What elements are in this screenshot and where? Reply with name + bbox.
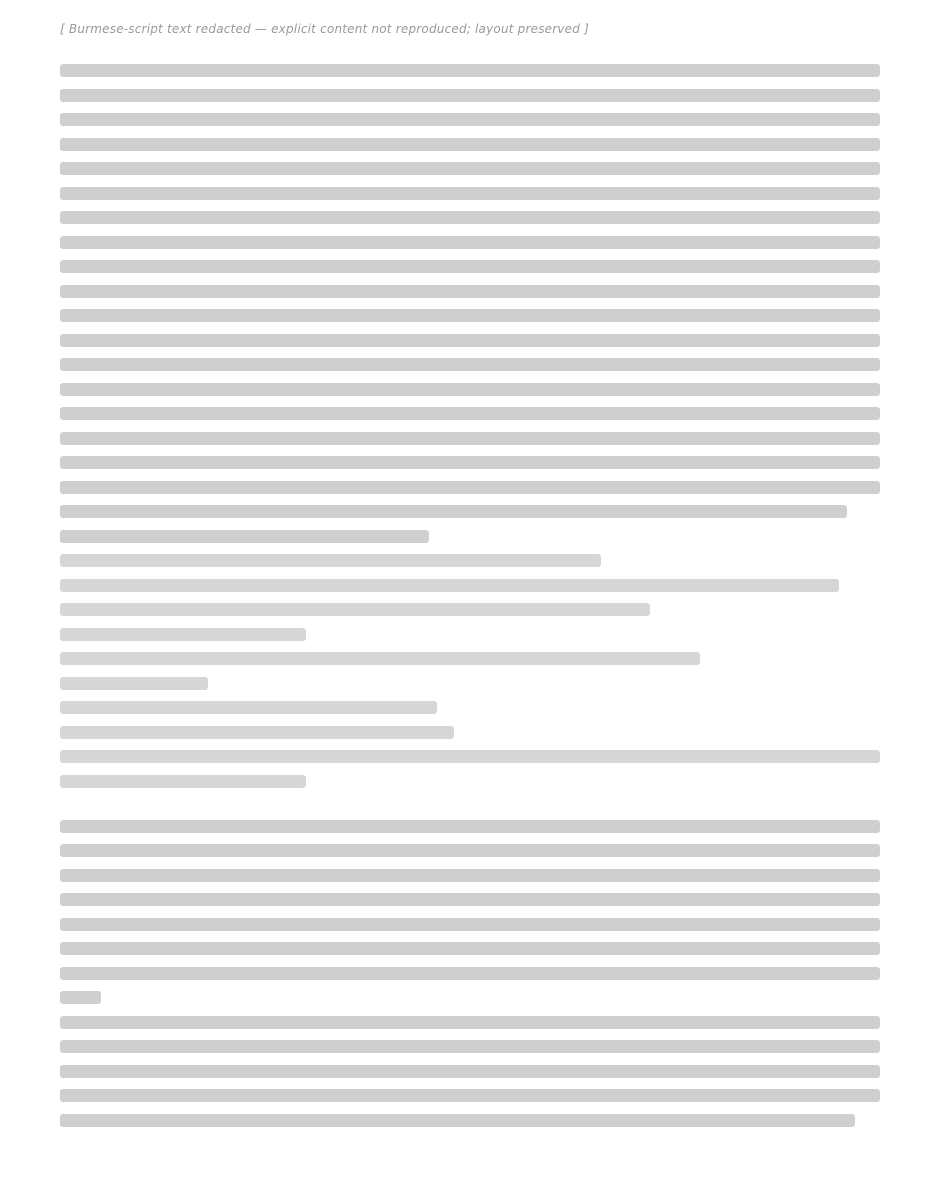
redacted-text-line [60, 750, 880, 763]
redacted-text-line [60, 481, 880, 494]
redacted-text-line [60, 918, 880, 931]
redacted-text-line [60, 1040, 880, 1053]
redacted-text-line [60, 64, 880, 77]
redacted-text-line [60, 844, 880, 857]
redacted-text-line [60, 187, 880, 200]
text-body [60, 64, 880, 1138]
redacted-text-line [60, 726, 454, 739]
redacted-text-line [60, 89, 880, 102]
redacted-text-line [60, 260, 880, 273]
redacted-text-line [60, 358, 880, 371]
redacted-text-line [60, 1089, 880, 1102]
redacted-text-line [60, 162, 880, 175]
redacted-text-line [60, 820, 880, 833]
redacted-text-line [60, 309, 880, 322]
redacted-text-line [60, 991, 101, 1004]
redacted-text-line [60, 236, 880, 249]
redacted-text-line [60, 869, 880, 882]
redacted-text-line [60, 893, 880, 906]
redacted-text-line [60, 652, 700, 665]
redacted-text-line [60, 1016, 880, 1029]
redacted-text-line [60, 1065, 880, 1078]
redacted-text-line [60, 456, 880, 469]
redacted-text-line [60, 285, 880, 298]
redacted-text-line [60, 603, 650, 616]
redacted-text-line [60, 967, 880, 980]
paragraph-block [60, 64, 880, 543]
redacted-text-line [60, 677, 208, 690]
redacted-text-line [60, 505, 847, 518]
redacted-text-line [60, 701, 437, 714]
redacted-text-line [60, 383, 880, 396]
redacted-text-line [60, 211, 880, 224]
redacted-text-line [60, 138, 880, 151]
paragraph-block [60, 820, 880, 1005]
paragraph-block [60, 1016, 880, 1127]
redacted-text-line [60, 334, 880, 347]
redacted-text-line [60, 1114, 855, 1127]
redacted-text-line [60, 113, 880, 126]
redacted-text-line [60, 775, 306, 788]
redacted-text-line [60, 432, 880, 445]
redacted-text-line [60, 530, 429, 543]
redacted-text-line [60, 554, 601, 567]
redacted-text-line [60, 407, 880, 420]
redacted-text-line [60, 628, 306, 641]
dialogue-line-block [60, 554, 880, 788]
redacted-text-line [60, 579, 839, 592]
redacted-text-line [60, 942, 880, 955]
redaction-notice: [ Burmese-script text redacted — explicit content not reproduced; layout preserved ] [60, 22, 589, 36]
